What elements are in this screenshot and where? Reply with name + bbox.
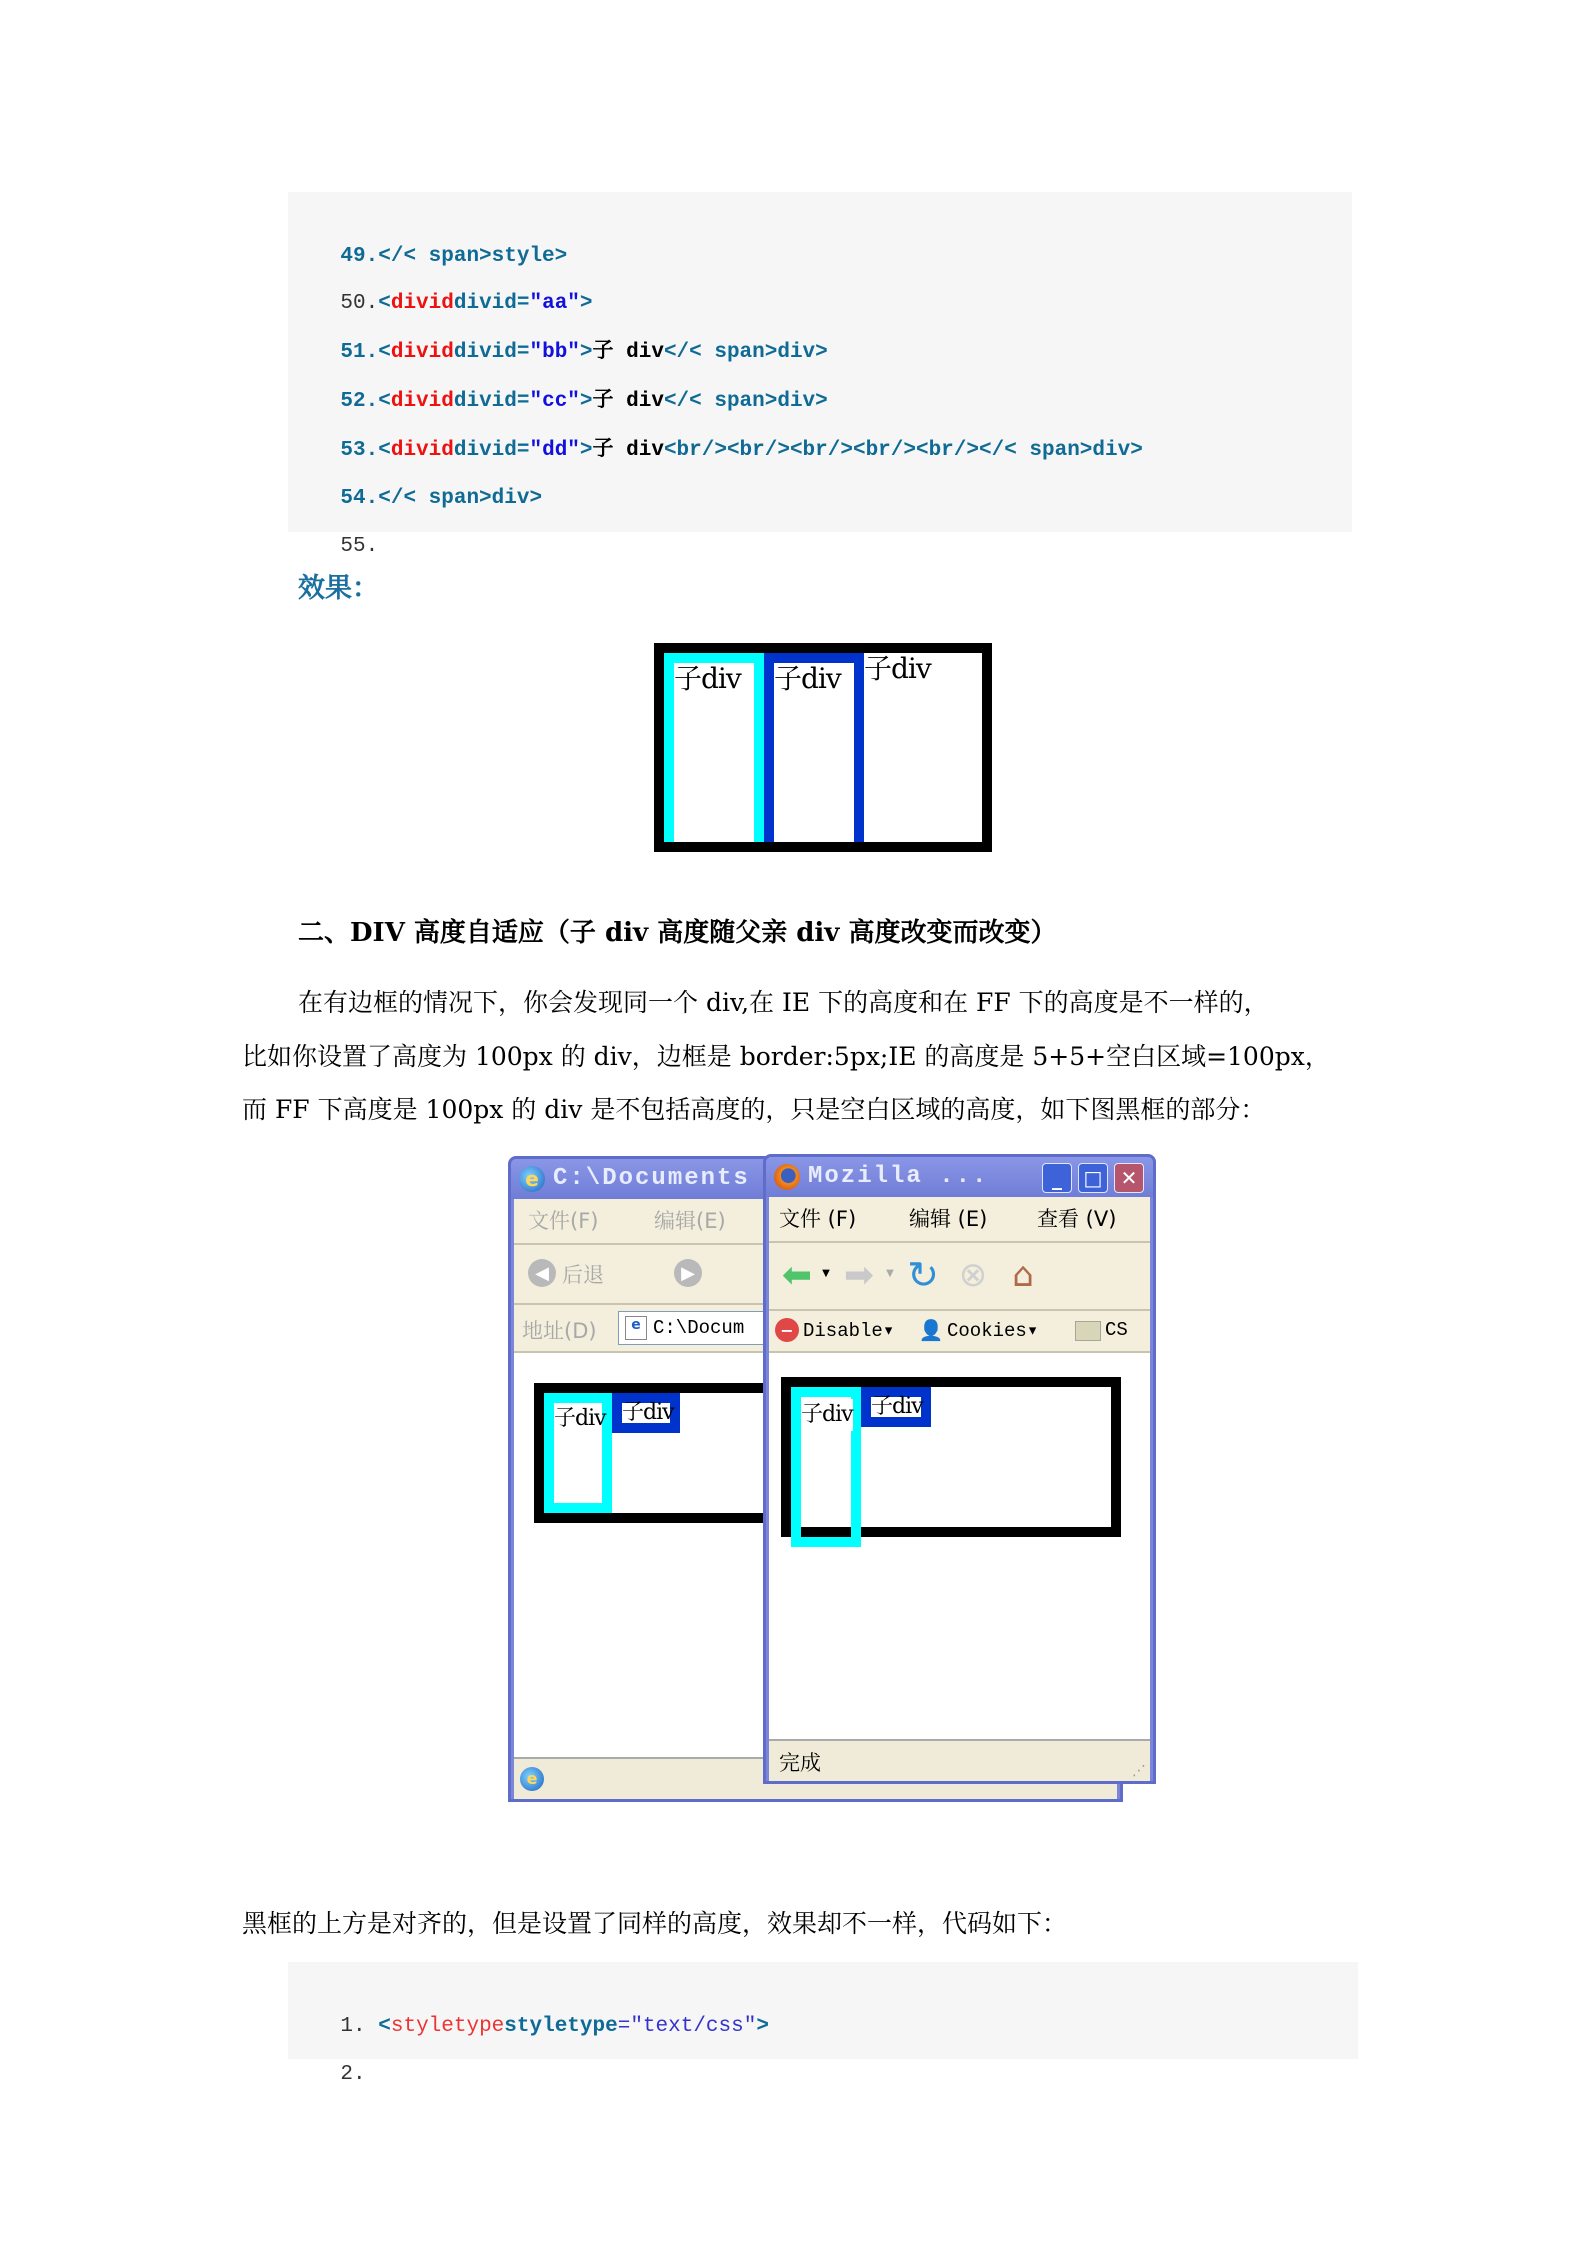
ff-disable-menu[interactable]: Disable▾	[803, 1320, 895, 1342]
ie-address-label: 地址(D)	[522, 1319, 597, 1343]
code-content: 子 div	[592, 390, 664, 413]
maximize-button[interactable]: □	[1078, 1163, 1108, 1193]
code-text: </< span>div>	[378, 487, 543, 510]
ff-demo-col-bb	[861, 1387, 931, 1427]
code-string: "text/css"	[630, 2015, 757, 2038]
code-text: <	[378, 390, 391, 413]
code-text: >	[579, 439, 593, 462]
line-number: 54.	[340, 487, 379, 510]
resize-grip-icon[interactable]: ⋰	[1132, 1763, 1146, 1779]
code-attr: divid=	[453, 390, 530, 413]
code-attr: styletype	[504, 2015, 618, 2038]
minimize-button[interactable]: _	[1042, 1163, 1072, 1193]
demo-float-columns	[654, 643, 992, 852]
bottom-paragraph: 黑框的上方是对齐的，但是设置了同样的高度，效果却不一样，代码如下：	[242, 1909, 1068, 1938]
code-text: >	[579, 292, 593, 315]
code-text: </< span>style>	[378, 245, 568, 268]
ff-cookies-menu[interactable]: Cookies▾	[947, 1320, 1039, 1342]
back-dropdown-icon[interactable]: ▼	[822, 1267, 830, 1279]
ff-demo-col-aa	[791, 1387, 861, 1547]
line-number: 52.	[340, 390, 379, 413]
code-block-1	[288, 192, 1352, 558]
paragraph-line-2: 比如你设置了高度为 100px 的 div，边框是 border:5px;IE 的高度是 5+5+空白区域=100px，	[242, 1042, 1330, 1071]
code-text: <	[378, 2015, 391, 2038]
reload-icon[interactable]: ↻	[907, 1253, 939, 1297]
code-text: </< span>div>	[663, 341, 828, 364]
ff-css-menu[interactable]: CS	[1105, 1319, 1128, 1341]
demo-label: 子div	[801, 1399, 853, 1431]
code-block-2	[288, 1962, 1358, 2086]
firefox-logo-icon	[774, 1164, 800, 1190]
ie-status-icon: e	[520, 1767, 544, 1791]
code-equals: =	[617, 2015, 631, 2038]
code-keyword: divid	[390, 390, 454, 413]
demo-label: 子div	[774, 662, 841, 695]
code-content: 子 div	[592, 439, 664, 462]
code-text: </< span>div>	[663, 390, 828, 413]
ff-status-bar	[769, 1739, 1150, 1781]
ie-logo-icon: e	[519, 1166, 545, 1192]
code-string: "dd"	[529, 439, 580, 462]
ff-title-bar	[766, 1157, 1153, 1197]
code-string: "aa"	[529, 292, 580, 315]
code-attr: divid=	[453, 341, 530, 364]
code-line-2	[290, 2030, 366, 2120]
line-number: 51.	[340, 341, 379, 364]
paragraph-line-3: 而 FF 下高度是 100px 的 div 是不包括高度的，只是空白区域的高度，如下图黑框的部分：	[242, 1095, 1266, 1124]
demo-col-bb	[764, 653, 864, 842]
page-icon: e	[625, 1316, 647, 1340]
code-text: >	[756, 2015, 769, 2038]
paragraph-line-1: 在有边框的情况下，你会发现同一个 div,在 IE 下的高度和在 FF 下的高度是不一样的，	[298, 988, 1269, 1017]
demo-label: 子div	[674, 662, 741, 695]
ie-demo-col-aa	[544, 1393, 612, 1513]
ff-menu-view[interactable]: 查看 (V)	[1037, 1207, 1117, 1231]
css-icon	[1075, 1321, 1101, 1341]
code-keyword: divid	[390, 292, 454, 315]
forward-arrow-icon[interactable]: ▶	[674, 1259, 702, 1287]
code-text: <	[378, 341, 391, 364]
code-keyword: styletype	[390, 2015, 505, 2038]
effect-label: 效果：	[298, 573, 379, 604]
code-text: <	[378, 439, 391, 462]
ff-title: Mozilla ...	[808, 1163, 989, 1190]
ie-menu-edit[interactable]: 编辑(E)	[654, 1209, 726, 1233]
ff-menu-bar	[769, 1197, 1150, 1243]
ff-webdev-toolbar	[769, 1311, 1150, 1353]
back-arrow-icon[interactable]: ⬅	[781, 1254, 813, 1296]
demo-label: 子div	[554, 1406, 606, 1431]
ff-menu-edit[interactable]: 编辑 (E)	[909, 1207, 988, 1231]
ie-title: C:\Documents	[553, 1165, 750, 1192]
demo-col-dd	[864, 653, 982, 842]
line-number: 55.	[340, 535, 379, 558]
demo-col-aa	[664, 653, 764, 842]
firefox-window	[763, 1154, 1156, 1784]
line-number: 1.	[340, 2015, 366, 2038]
home-icon[interactable]: ⌂	[1012, 1255, 1034, 1295]
section-heading: 二、DIV 高度自适应（子 div 高度随父亲 div 高度改变而改变）	[298, 918, 1057, 948]
forward-arrow-icon[interactable]: ➡	[843, 1254, 875, 1296]
line-number: 53.	[340, 439, 379, 462]
stop-icon[interactable]: ⊗	[958, 1255, 988, 1295]
close-button[interactable]: ✕	[1114, 1163, 1144, 1193]
back-arrow-icon[interactable]: ◀	[528, 1259, 556, 1287]
code-string: "cc"	[529, 390, 580, 413]
code-text: <	[378, 292, 391, 315]
ie-address-value: C:\Docum	[653, 1317, 745, 1339]
forward-dropdown-icon[interactable]: ▼	[886, 1267, 894, 1279]
code-string: "bb"	[529, 341, 580, 364]
ie-demo-col-bb	[612, 1393, 680, 1433]
code-attr: divid=	[453, 292, 530, 315]
line-number: 50.	[340, 292, 379, 315]
ff-menu-file[interactable]: 文件 (F)	[779, 1207, 857, 1231]
ff-nav-toolbar	[769, 1243, 1150, 1311]
line-number: 2.	[340, 2063, 366, 2086]
browser-comparison-screenshot	[500, 1148, 1156, 1804]
demo-label: 子div	[871, 1394, 923, 1419]
code-content: 子 div	[592, 341, 664, 364]
demo-label: 子div	[864, 652, 931, 685]
code-text: <br/><br/><br/><br/><br/></< span>div>	[663, 439, 1143, 462]
ff-content	[769, 1353, 1150, 1739]
code-attr: divid=	[453, 439, 530, 462]
code-text: >	[579, 390, 593, 413]
ie-menu-file[interactable]: 文件(F)	[528, 1209, 599, 1233]
code-keyword: divid	[390, 341, 454, 364]
cookies-icon: 👤	[918, 1318, 944, 1342]
demo-label: 子div	[622, 1400, 674, 1425]
disable-icon: −	[775, 1318, 799, 1342]
code-text: >	[579, 341, 593, 364]
ie-back-label[interactable]: 后退	[562, 1263, 604, 1287]
line-number: 49.	[340, 245, 379, 268]
code-keyword: divid	[390, 439, 454, 462]
ff-status-text: 完成	[779, 1751, 821, 1775]
